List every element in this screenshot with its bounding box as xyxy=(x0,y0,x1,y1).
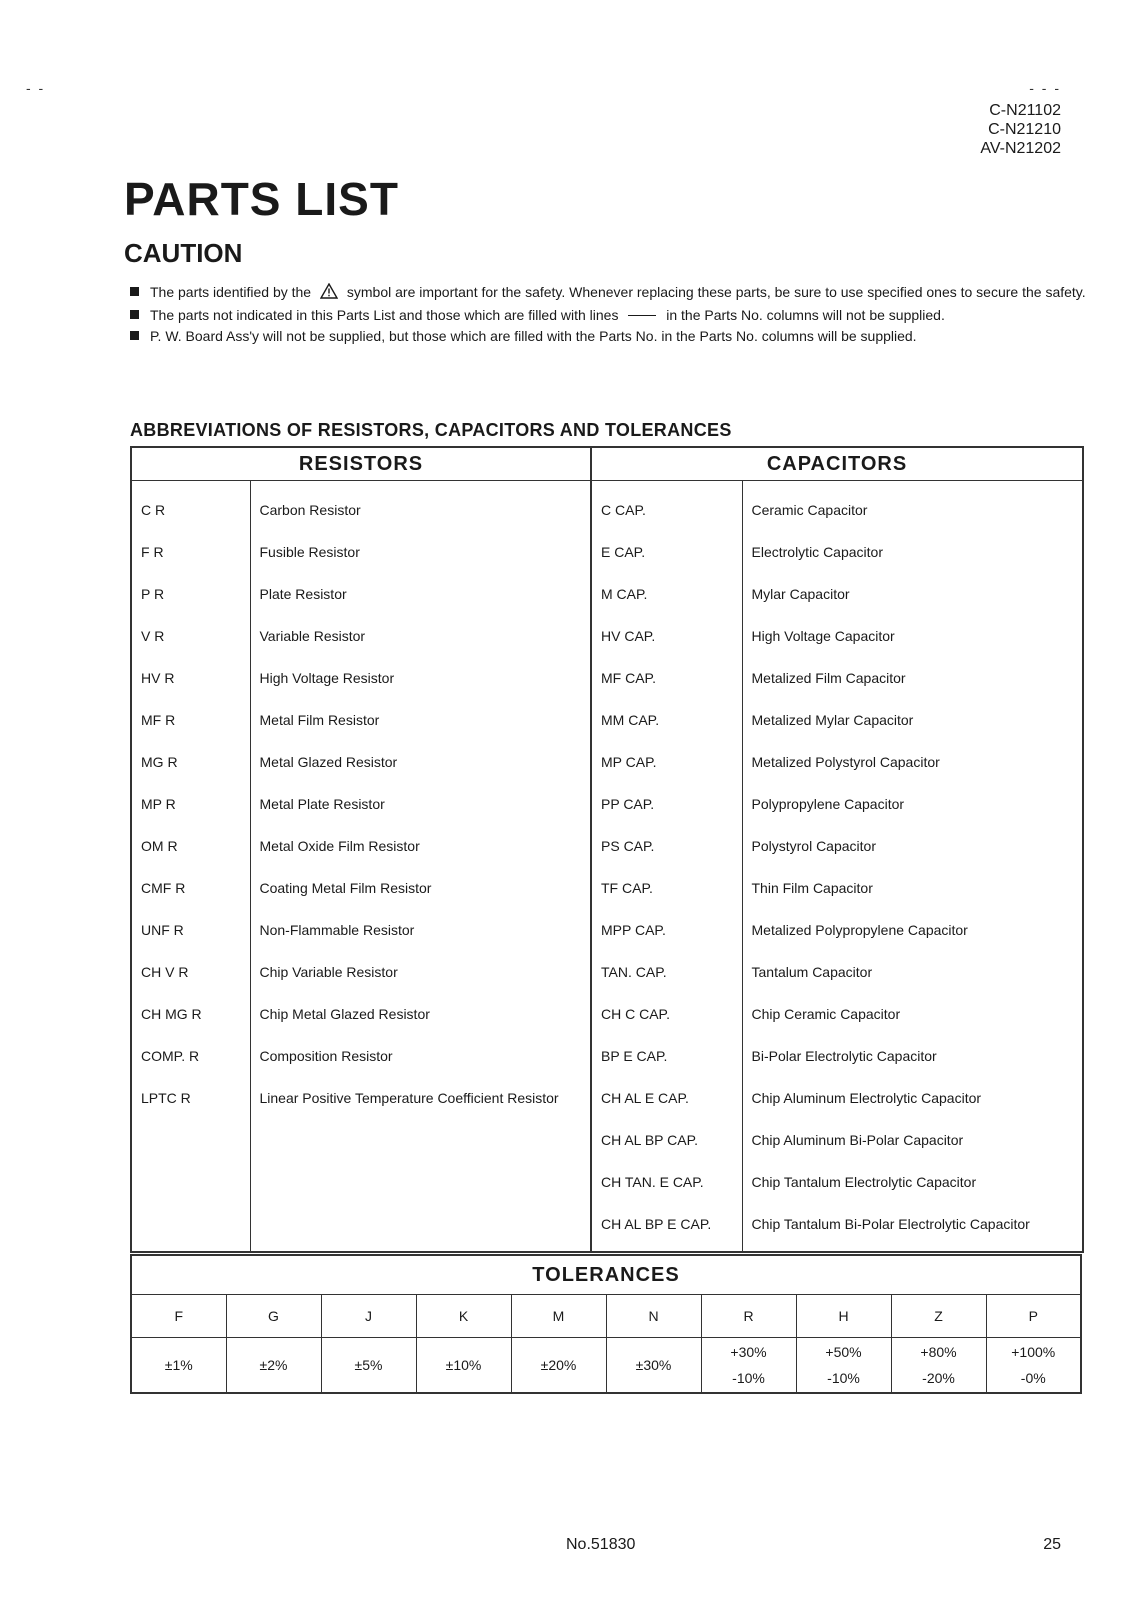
capacitor-abbreviation: MPP CAP. xyxy=(591,909,742,951)
resistor-abbreviation xyxy=(131,1161,250,1203)
page-title: PARTS LIST xyxy=(124,173,399,225)
tolerance-value-line: +80% xyxy=(920,1344,957,1360)
capacitor-abbreviation: C CAP. xyxy=(591,481,742,532)
model-numbers xyxy=(980,101,1061,158)
warning-triangle-icon xyxy=(320,283,338,305)
resistor-name: Chip Metal Glazed Resistor xyxy=(250,993,591,1035)
abbreviation-row xyxy=(131,867,1083,909)
resistor-abbreviation xyxy=(131,1203,250,1252)
tolerance-value-line: ±5% xyxy=(354,1357,383,1373)
abbreviation-row xyxy=(131,1077,1083,1119)
resistor-name xyxy=(250,1119,591,1161)
resistor-name: Plate Resistor xyxy=(250,573,591,615)
resistors-header: RESISTORS xyxy=(131,447,591,481)
tolerance-code: F xyxy=(131,1295,226,1338)
tolerance-code: Z xyxy=(891,1295,986,1338)
corner-mark-right: - - - xyxy=(1029,80,1061,96)
capacitor-name: Mylar Capacitor xyxy=(751,586,850,602)
capacitors-header: CAPACITORS xyxy=(591,447,1083,481)
tolerances-header: TOLERANCES xyxy=(131,1255,1081,1295)
resistor-abbreviation: HV R xyxy=(131,657,250,699)
capacitor-abbreviation: E CAP. xyxy=(591,531,742,573)
resistor-abbreviation: LPTC R xyxy=(131,1077,250,1119)
capacitor-name: Metalized Polypropylene Capacitor xyxy=(751,922,968,938)
tolerance-code: P xyxy=(986,1295,1081,1338)
tolerance-value xyxy=(131,1338,226,1394)
capacitor-name: Metalized Film Capacitor xyxy=(751,670,906,686)
bullet-icon xyxy=(130,331,139,340)
capacitor-abbreviation: M CAP. xyxy=(591,573,742,615)
capacitor-name: Chip Aluminum Electrolytic Capacitor xyxy=(751,1090,982,1106)
abbreviation-row xyxy=(131,573,1083,615)
tolerance-value-line: -10% xyxy=(827,1370,860,1386)
abbreviation-row xyxy=(131,825,1083,867)
caution-note xyxy=(130,305,1090,326)
capacitor-abbreviation: CH TAN. E CAP. xyxy=(591,1161,742,1203)
capacitor-abbreviation: CH AL E CAP. xyxy=(591,1077,742,1119)
tolerance-value-line: ±1% xyxy=(164,1357,193,1373)
tolerance-code: M xyxy=(511,1295,606,1338)
tolerance-value-line: +30% xyxy=(730,1344,767,1360)
resistor-abbreviation: V R xyxy=(131,615,250,657)
tolerance-code: R xyxy=(701,1295,796,1338)
caution-heading: CAUTION xyxy=(124,238,243,268)
tolerance-value xyxy=(701,1338,796,1394)
page-number: 25 xyxy=(1043,1536,1061,1553)
resistor-name: Variable Resistor xyxy=(250,615,591,657)
resistor-abbreviation: MF R xyxy=(131,699,250,741)
model-number: C-N21210 xyxy=(988,121,1061,138)
resistor-abbreviation xyxy=(131,1119,250,1161)
capacitor-name: High Voltage Capacitor xyxy=(751,628,895,644)
resistor-abbreviation: C R xyxy=(131,481,250,532)
tolerance-value-line: -10% xyxy=(732,1370,765,1386)
capacitor-name: Chip Ceramic Capacitor xyxy=(751,1006,901,1022)
resistor-abbreviation: CMF R xyxy=(131,867,250,909)
note-text: P. W. Board Ass'y will not be supplied, but those which are filled with the Parts No. in the Parts No. columns will be supplied. xyxy=(150,328,917,344)
capacitor-name: Chip Tantalum Electrolytic Capacitor xyxy=(751,1174,977,1190)
resistor-abbreviation: UNF R xyxy=(131,909,250,951)
abbreviation-row xyxy=(131,657,1083,699)
resistor-name: Non-Flammable Resistor xyxy=(250,909,591,951)
resistor-name: Metal Oxide Film Resistor xyxy=(250,825,591,867)
resistor-name: High Voltage Resistor xyxy=(250,657,591,699)
tolerance-value-line: -20% xyxy=(922,1370,955,1386)
caution-notes xyxy=(130,282,1090,347)
tolerances-table xyxy=(130,1254,1082,1394)
tolerance-value-line: +50% xyxy=(825,1344,862,1360)
corner-mark-left: - - xyxy=(26,80,46,96)
capacitor-abbreviation: TF CAP. xyxy=(591,867,742,909)
tolerance-value xyxy=(986,1338,1081,1394)
model-number: C-N21102 xyxy=(989,102,1061,119)
capacitor-abbreviation: MP CAP. xyxy=(591,741,742,783)
abbreviation-row xyxy=(131,741,1083,783)
capacitor-abbreviation: CH AL BP E CAP. xyxy=(591,1203,742,1252)
abbreviation-row xyxy=(131,531,1083,573)
tolerance-value xyxy=(226,1338,321,1394)
abbreviation-row xyxy=(131,699,1083,741)
resistor-abbreviation: MG R xyxy=(131,741,250,783)
abbreviation-row xyxy=(131,909,1083,951)
capacitor-abbreviation: PP CAP. xyxy=(591,783,742,825)
capacitor-abbreviation: CH AL BP CAP. xyxy=(591,1119,742,1161)
resistor-abbreviation: MP R xyxy=(131,783,250,825)
resistor-name: Linear Positive Temperature Coefficient Resistor xyxy=(250,1077,591,1119)
tolerance-value xyxy=(796,1338,891,1394)
resistor-name: Fusible Resistor xyxy=(250,531,591,573)
tolerance-value-line: ±2% xyxy=(259,1357,288,1373)
caution-note xyxy=(130,282,1090,305)
abbreviations-table xyxy=(130,446,1084,1253)
tolerance-value xyxy=(606,1338,701,1394)
resistor-abbreviation: COMP. R xyxy=(131,1035,250,1077)
model-number: AV-N21202 xyxy=(980,140,1061,157)
capacitor-name: Metalized Polystyrol Capacitor xyxy=(751,754,940,770)
resistor-name: Metal Plate Resistor xyxy=(250,783,591,825)
abbreviation-row xyxy=(131,951,1083,993)
tolerance-value-line: ±30% xyxy=(635,1357,672,1373)
abbreviation-row xyxy=(131,1203,1083,1252)
resistor-name xyxy=(250,1203,591,1252)
tolerance-value-line: -0% xyxy=(1020,1370,1046,1386)
note-text: The parts identified by the xyxy=(150,284,312,300)
capacitor-name: Polystyrol Capacitor xyxy=(751,838,876,854)
bullet-icon xyxy=(130,287,139,296)
capacitor-abbreviation: HV CAP. xyxy=(591,615,742,657)
resistor-abbreviation: CH MG R xyxy=(131,993,250,1035)
tolerance-code: J xyxy=(321,1295,416,1338)
dash-line-icon xyxy=(628,315,656,316)
tolerance-value xyxy=(891,1338,986,1394)
resistor-abbreviation: F R xyxy=(131,531,250,573)
abbreviation-row xyxy=(131,783,1083,825)
capacitor-abbreviation: MM CAP. xyxy=(591,699,742,741)
resistor-name: Carbon Resistor xyxy=(250,481,591,532)
capacitor-name: Bi-Polar Electrolytic Capacitor xyxy=(751,1048,937,1064)
abbreviation-row xyxy=(131,1161,1083,1203)
abbreviation-row xyxy=(131,481,1083,532)
abbreviation-row xyxy=(131,1119,1083,1161)
note-text: in the Parts No. columns will not be supplied. xyxy=(666,307,945,323)
capacitor-abbreviation: TAN. CAP. xyxy=(591,951,742,993)
tolerance-value-line: ±20% xyxy=(540,1357,577,1373)
abbreviations-heading: ABBREVIATIONS OF RESISTORS, CAPACITORS AND TOLERANCES xyxy=(130,420,732,440)
resistor-name: Metal Glazed Resistor xyxy=(250,741,591,783)
capacitor-abbreviation: PS CAP. xyxy=(591,825,742,867)
tolerance-value xyxy=(511,1338,606,1394)
capacitor-name: Chip Tantalum Bi-Polar Electrolytic Capacitor xyxy=(751,1216,1030,1232)
capacitor-name: Chip Aluminum Bi-Polar Capacitor xyxy=(751,1132,964,1148)
resistor-name: Chip Variable Resistor xyxy=(250,951,591,993)
capacitor-abbreviation: BP E CAP. xyxy=(591,1035,742,1077)
capacitor-name: Polypropylene Capacitor xyxy=(751,796,905,812)
tolerance-code: N xyxy=(606,1295,701,1338)
resistor-name: Coating Metal Film Resistor xyxy=(250,867,591,909)
tolerance-code: G xyxy=(226,1295,321,1338)
tolerance-value-line: ±10% xyxy=(445,1357,482,1373)
tolerance-value xyxy=(416,1338,511,1394)
tolerance-code: H xyxy=(796,1295,891,1338)
caution-note xyxy=(130,326,1090,347)
note-text: symbol are important for the safety. Whenever replacing these parts, be sure to use specified ones to secure the safety. xyxy=(346,284,1086,300)
capacitor-name: Ceramic Capacitor xyxy=(751,502,868,518)
capacitor-name: Metalized Mylar Capacitor xyxy=(751,712,914,728)
note-text: The parts not indicated in this Parts List and those which are filled with lines xyxy=(150,307,619,323)
resistor-abbreviation: CH V R xyxy=(131,951,250,993)
abbreviation-row xyxy=(131,993,1083,1035)
resistor-name xyxy=(250,1161,591,1203)
capacitor-name: Electrolytic Capacitor xyxy=(751,544,883,560)
tolerance-code: K xyxy=(416,1295,511,1338)
resistor-abbreviation: OM R xyxy=(131,825,250,867)
abbreviation-row xyxy=(131,1035,1083,1077)
resistor-abbreviation: P R xyxy=(131,573,250,615)
capacitor-name: Tantalum Capacitor xyxy=(751,964,873,980)
abbreviation-row xyxy=(131,615,1083,657)
resistor-name: Metal Film Resistor xyxy=(250,699,591,741)
document-number: No.51830 xyxy=(566,1536,636,1553)
tolerance-value xyxy=(321,1338,416,1394)
tolerance-value-line: +100% xyxy=(1011,1344,1056,1360)
capacitor-abbreviation: MF CAP. xyxy=(591,657,742,699)
capacitor-name: Thin Film Capacitor xyxy=(751,880,873,896)
resistor-name: Composition Resistor xyxy=(250,1035,591,1077)
bullet-icon xyxy=(130,310,139,319)
capacitor-abbreviation: CH C CAP. xyxy=(591,993,742,1035)
